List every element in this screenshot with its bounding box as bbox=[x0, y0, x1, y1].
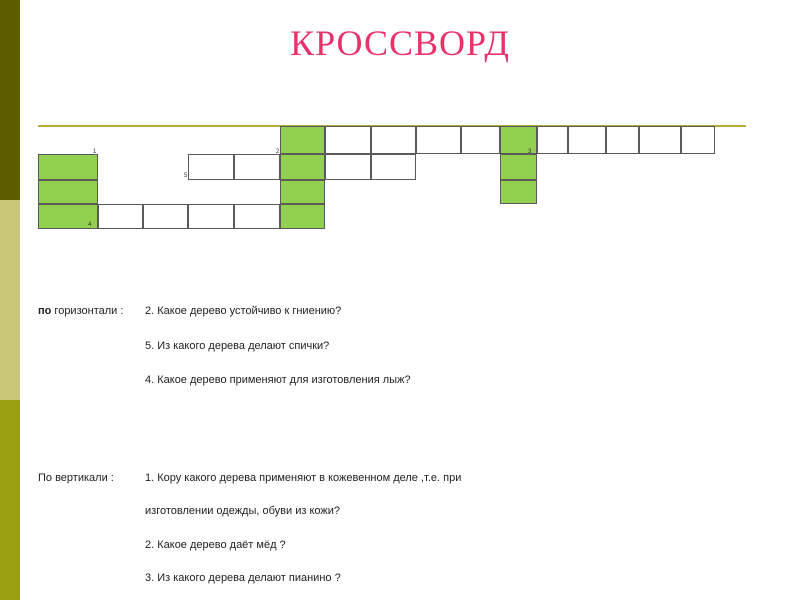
crossword-cell bbox=[537, 126, 568, 154]
crossword-cell-filled bbox=[280, 180, 325, 204]
crossword-cell bbox=[371, 154, 416, 180]
horizontal-clue-5: 5. Из какого дерева делают спички? bbox=[145, 340, 330, 352]
vertical-clue-1-cont: изготовлении одежды, обуви из кожи? bbox=[145, 505, 341, 517]
crossword-cell bbox=[325, 126, 371, 154]
clue-number-3: 3 bbox=[528, 149, 532, 155]
crossword-cell bbox=[606, 126, 639, 154]
crossword-cell bbox=[371, 126, 416, 154]
crossword-cell bbox=[416, 126, 461, 154]
crossword-cell-filled bbox=[38, 180, 98, 204]
crossword-cell bbox=[234, 204, 280, 229]
vertical-clue-3: 3. Из какого дерева делают пианино ? bbox=[145, 572, 341, 584]
sidebar-decoration bbox=[0, 0, 20, 600]
vertical-label: По вертикали : bbox=[38, 472, 114, 484]
crossword-cell-filled bbox=[280, 126, 325, 154]
sidebar-band-3 bbox=[0, 400, 20, 600]
crossword-cell-filled bbox=[38, 154, 98, 180]
crossword-cell-filled bbox=[500, 126, 537, 154]
clue-number-2: 2 bbox=[276, 149, 280, 155]
vertical-clue-1: 1. Кору какого дерева применяют в кожевенном деле ,т.е. при bbox=[145, 472, 462, 484]
clue-number-4: 4 bbox=[88, 222, 92, 228]
crossword-cell bbox=[143, 204, 188, 229]
horizontal-label bbox=[38, 305, 123, 317]
horizontal-clue-4: 4. Какое дерево применяют для изготовления лыж? bbox=[145, 374, 411, 386]
horizontal-label-bold: по bbox=[38, 305, 52, 317]
crossword-cell bbox=[234, 154, 280, 180]
page-title: КРОССВОРД bbox=[290, 23, 510, 63]
crossword-cell bbox=[681, 126, 715, 154]
crossword-cell-filled bbox=[500, 180, 537, 204]
crossword-cell bbox=[98, 204, 143, 229]
crossword-cell bbox=[325, 154, 371, 180]
crossword-cell bbox=[639, 126, 681, 154]
clue-number-5: 5 bbox=[184, 173, 188, 179]
crossword-cell-filled bbox=[280, 204, 325, 229]
crossword-cell-filled bbox=[500, 154, 537, 180]
vertical-clue-2: 2. Какое дерево даёт мёд ? bbox=[145, 539, 286, 551]
horizontal-label-text: горизонтали : bbox=[51, 305, 124, 317]
crossword-cell-filled bbox=[280, 154, 325, 180]
crossword-cell bbox=[188, 154, 234, 180]
crossword-cell bbox=[188, 204, 234, 229]
crossword-cell bbox=[461, 126, 500, 154]
clue-number-1: 1 bbox=[93, 149, 97, 155]
sidebar-band-2 bbox=[0, 200, 20, 400]
horizontal-clue-2: 2. Какое дерево устойчиво к гниению? bbox=[145, 305, 342, 317]
crossword-cell bbox=[568, 126, 606, 154]
